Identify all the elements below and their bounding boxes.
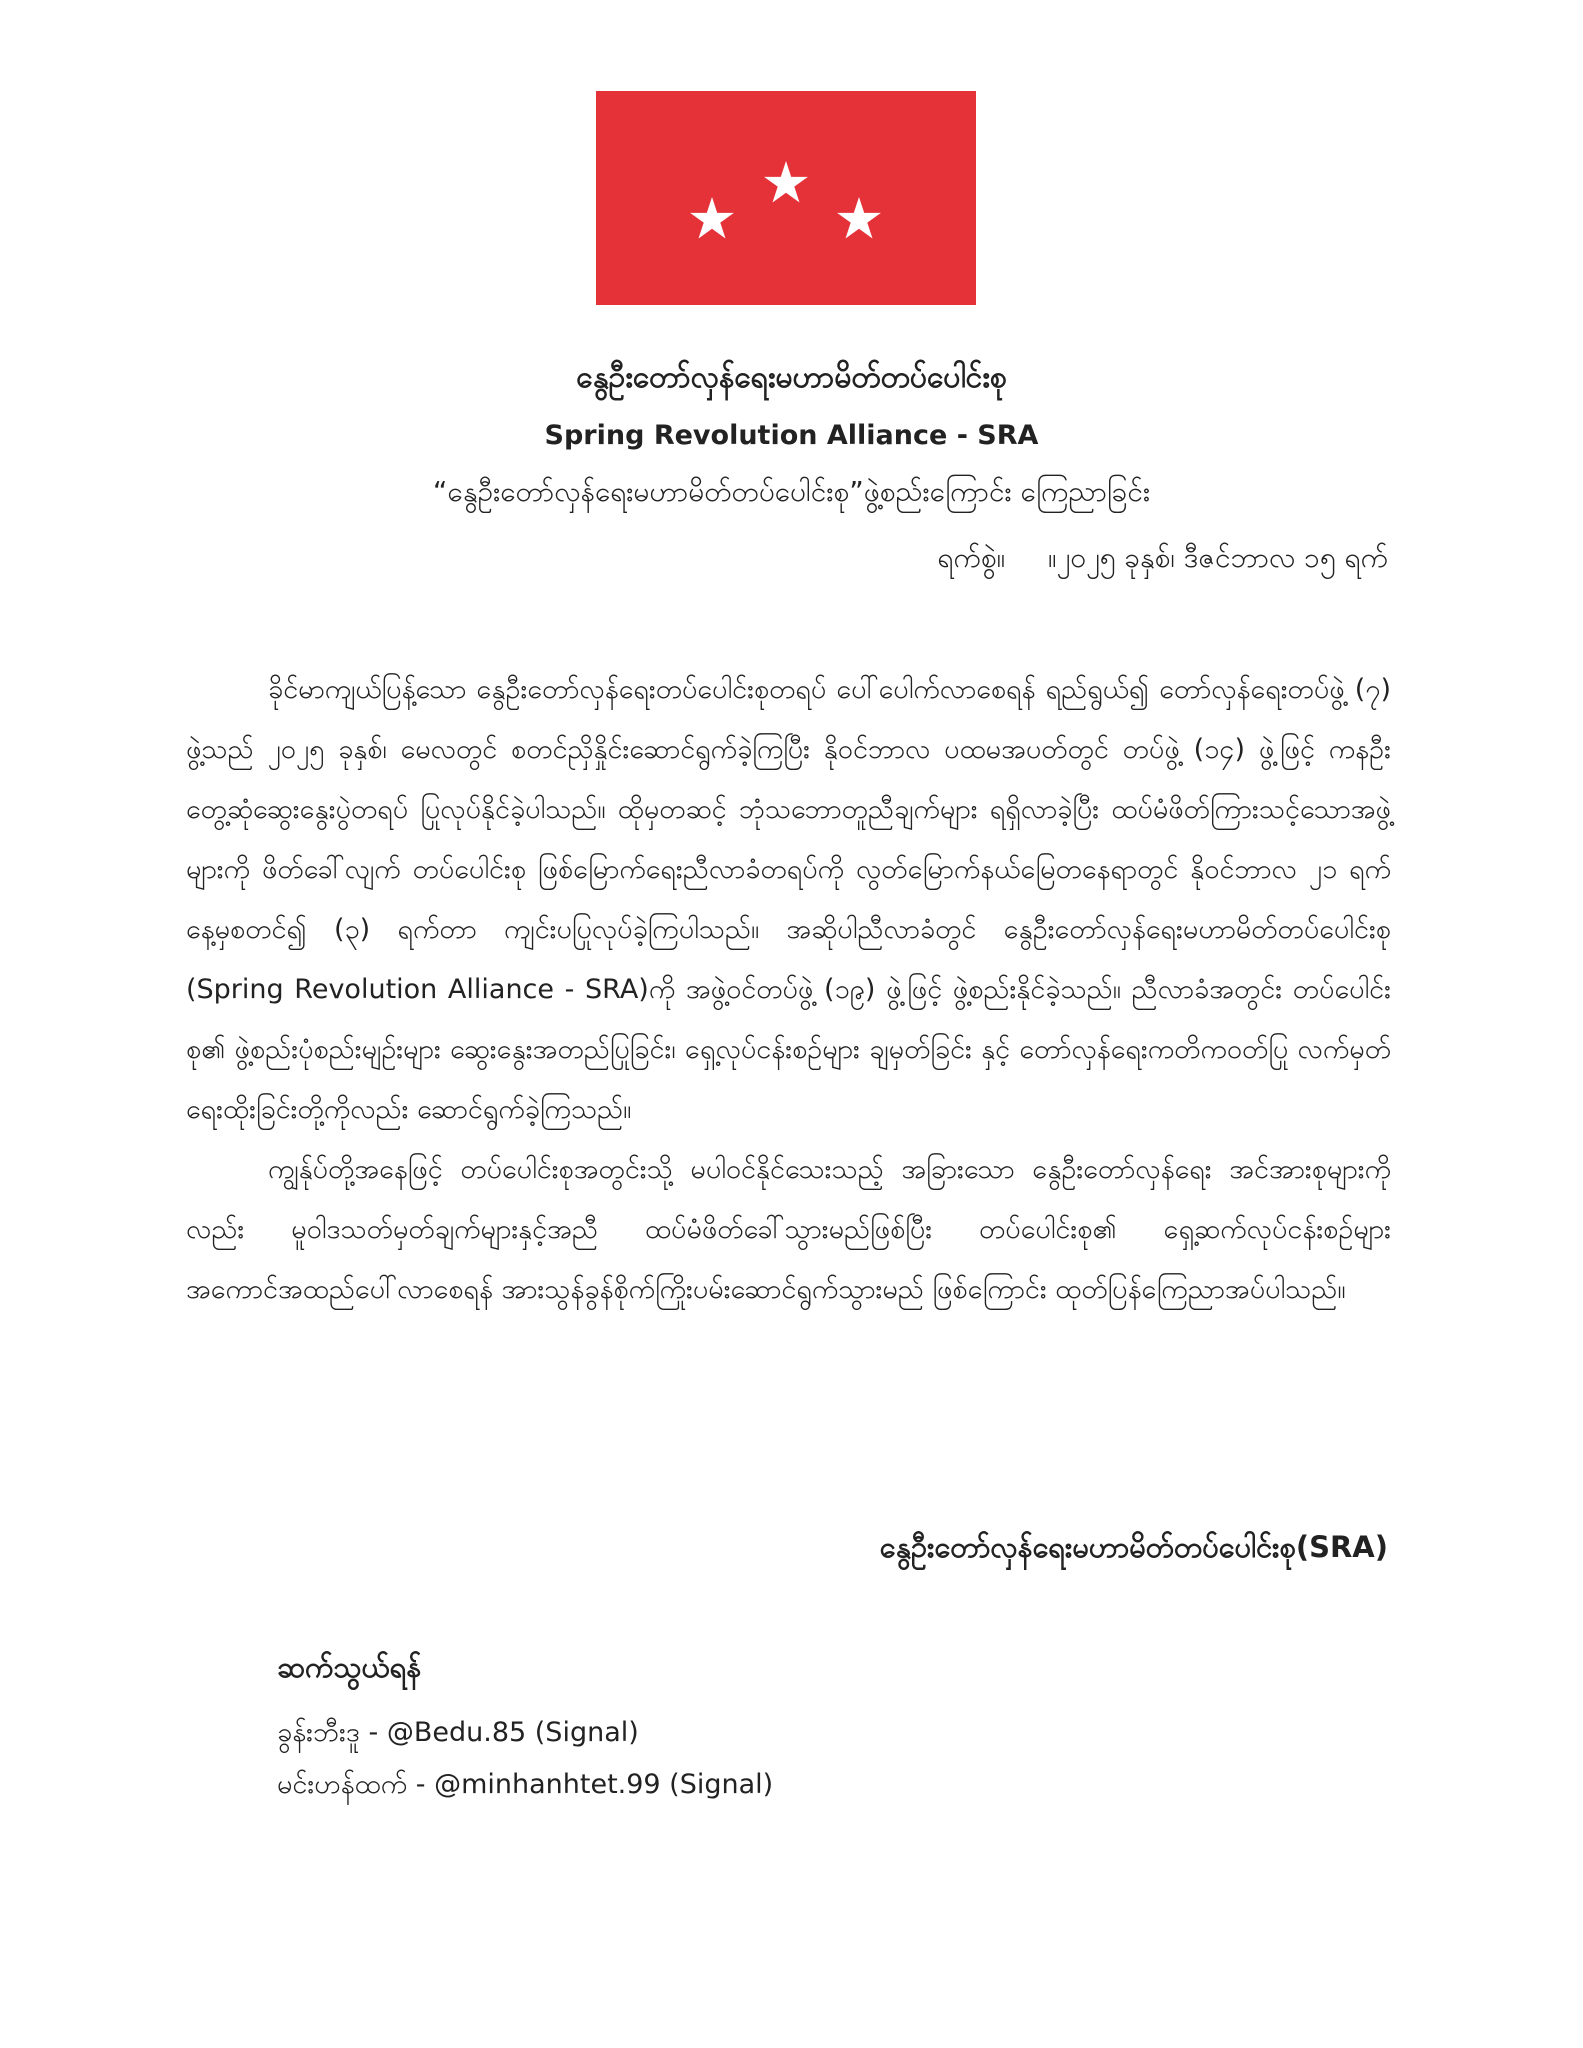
- date-label: ရက်စွဲ။: [937, 541, 1006, 574]
- flag-field: [596, 91, 976, 305]
- contact-line: မင်းဟန်ထက် - @minhanhtet.99 (Signal): [277, 1769, 774, 1800]
- announcement-subject: “နွေဦးတော်လှန်ရေးမဟာမိတ်တပ်ပေါင်းစု”ဖွဲ့စည်းကြောင်း ကြေညာခြင်း: [432, 475, 1151, 508]
- date-line: [937, 536, 1388, 580]
- signature-organization: နွေဦးတော်လှန်ရေးမဟာမိတ်တပ်ပေါင်းစု(SRA): [879, 1530, 1388, 1564]
- body-paragraph-1: ခိုင်မာကျယ်ပြန့်သော နွေဦးတော်လှန်ရေးတပ်ပေါင်းစုတရပ် ပေါ်ပေါက်လာစေရန် ရည်ရွယ်၍ တော်လှန်ရေးတပ်ဖွဲ့ (၇) ဖွဲ့သည် ၂၀၂၅ ခုနှစ်၊ မေလတွင် စတင်ညှိနှိုင်းဆောင်ရွက်ခဲ့ကြပြီး နိုဝင်ဘာလ ပထမအပတ်တွင် တပ်ဖွဲ့ (၁၄) ဖွဲ့ဖြင့် ကနဦးတွေ့ဆုံဆွေးနွေးပွဲတရပ် ပြုလုပ်နိုင်ခဲ့ပါသည်။ ထိုမှတဆင့် ဘုံသဘောတူညီချက်များ ရရှိလာခဲ့ပြီး ထပ်မံဖိတ်ကြားသင့်သောအဖွဲ့များကို ဖိတ်ခေါ်လျက် တပ်ပေါင်းစု ဖြစ်မြောက်ရေးညီလာခံတရပ်ကို လွတ်မြောက်နယ်မြေတနေရာတွင် နိုဝင်ဘာလ ၂၁ ရက်နေ့မှစတင်၍ (၃) ရက်တာ ကျင်းပပြုလုပ်ခဲ့ကြပါသည်။ အဆိုပါညီလာခံတွင် နွေဦးတော်လှန်ရေးမဟာမိတ်တပ်ပေါင်းစု (Spring Revolution Alliance - SRA)ကို အဖွဲ့ဝင်တပ်ဖွဲ့ (၁၉) ဖွဲ့ဖြင့် ဖွဲ့စည်းနိုင်ခဲ့သည်။ ညီလာခံအတွင်း တပ်ပေါင်းစု၏ ဖွဲ့စည်းပုံစည်းမျဉ်းများ ဆွေးနွေးအတည်ပြုခြင်း၊ ရှေ့လုပ်ငန်းစဉ်များ ချမှတ်ခြင်း နှင့် တော်လှန်ရေးကတိကဝတ်ပြု လက်မှတ်ရေးထိုးခြင်းတို့ကိုလည်း ဆောင်ရွက်ခဲ့ကြသည်။: [186, 674, 1391, 1125]
- contact-section: [277, 1645, 1177, 1811]
- organization-title-english: Spring Revolution Alliance - SRA: [544, 420, 1039, 451]
- contact-heading: ဆက်သွယ်ရန်: [277, 1650, 422, 1684]
- announcement-body: [186, 660, 1391, 1320]
- organization-title-myanmar: နွေဦးတော်လှန်ရေးမဟာမိတ်တပ်ပေါင်းစု: [576, 360, 1007, 395]
- body-paragraph-2: ကျွန်ုပ်တို့အနေဖြင့် တပ်ပေါင်းစုအတွင်းသို့ မပါဝင်နိုင်သေးသည့် အခြားသော နွေဦးတော်လှန်ရေး အင်အားစုများကိုလည်း မူဝါဒသတ်မှတ်ချက်များနှင့်အညီ ထပ်မံဖိတ်ခေါ်သွားမည်ဖြစ်ပြီး တပ်ပေါင်းစု၏ ရှေ့ဆက်လုပ်ငန်းစဉ်များအကောင်အထည်ပေါ်လာစေရန် အားသွန်ခွန်စိုက်ကြိုးပမ်းဆောင်ရွက်သွားမည် ဖြစ်ကြောင်း ထုတ်ပြန်ကြေညာအပ်ပါသည်။: [186, 1154, 1391, 1305]
- contact-line: ခွန်းဘီးဒူ - @Bedu.85 (Signal): [277, 1717, 639, 1748]
- date-value: ။၂၀၂၅ ခုနှစ်၊ ဒီဇင်ဘာလ ၁၅ ရက်: [1048, 541, 1388, 574]
- sra-flag-image: [596, 91, 976, 305]
